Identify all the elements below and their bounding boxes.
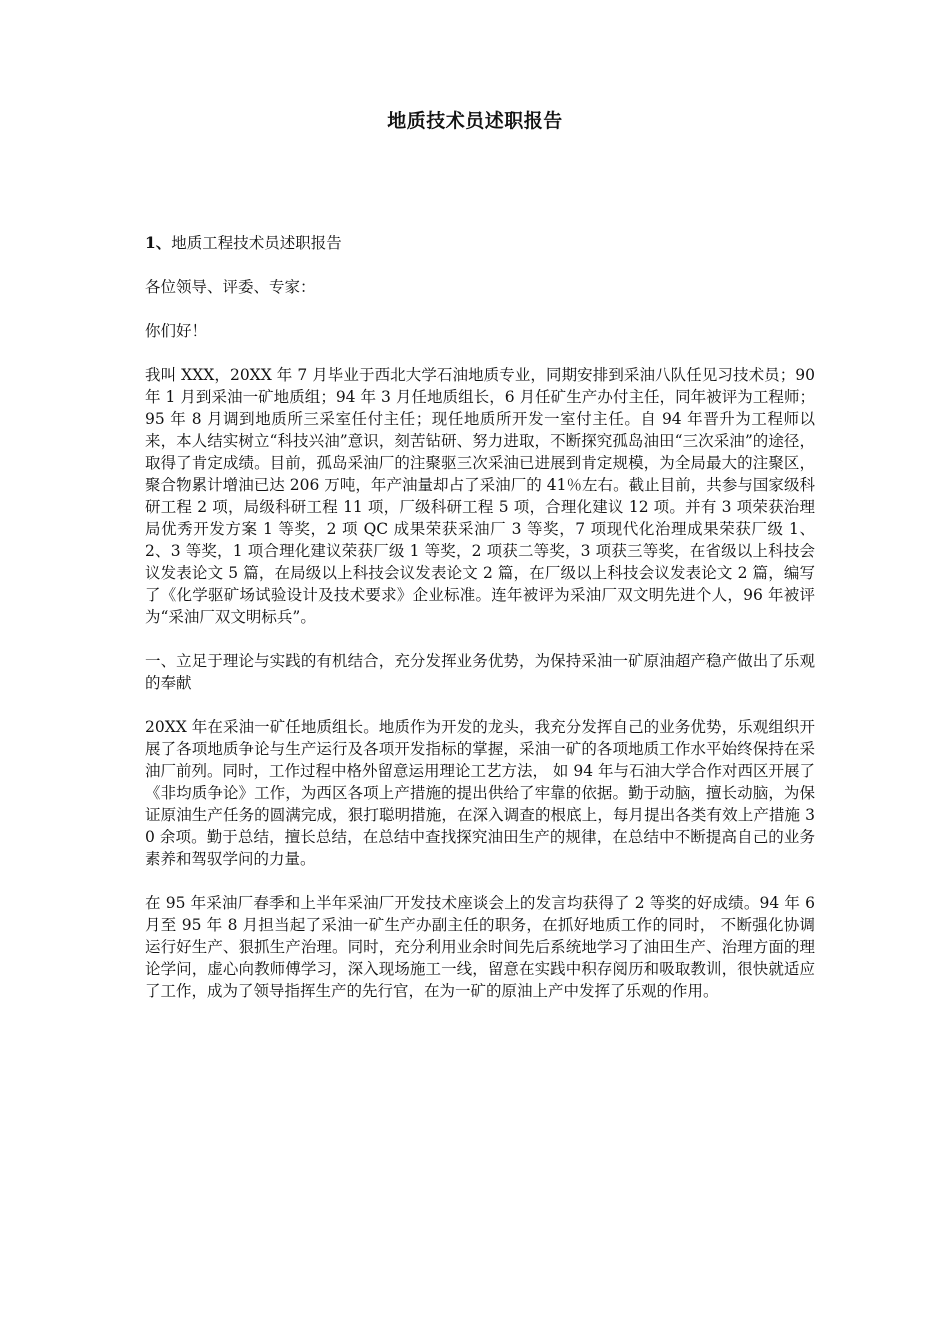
section-number: 1、 <box>145 233 172 252</box>
paragraph-work-2000s: 20XX 年在采油一矿任地质组长。地质作为开发的龙头，我充分发挥自己的业务优势，乐观组织开展了各项地质争论与生产运行及各项开发指标的掌握，采油一矿的各项地质工作水平始终保持在采油厂前列。同时，工作过程中格外留意运用理论工艺方法， 如 94 年与石油大学合作对西区开展了《非均质争论》工作，为西区各项上产措施的提出供给了牢靠的依据。勤于动脑，擅长动脑，为保证原油生产任务的圆满完成，狠打聪明措施，在深入调查的根底上，每月提出各类有效上产措施 30 余项。勤于总结，擅长总结，在总结中查找探究油田生产的规律，在总结中不断提高自己的业务素养和驾驭学问的力量。 <box>145 718 816 868</box>
paragraph-work-95: 在 95 年采油厂春季和上半年采油厂开发技术座谈会上的发言均获得了 2 等奖的好成绩。94 年 6 月至 95 年 8 月担当起了采油一矿生产办副主任的职务，在抓好地质工作的同时， 不断强化协调运行好生产、狠抓生产治理。同时，充分利用业余时间先后系统地学习了油田生产、治理方面的理论学问，虚心向教师傅学习，深入现场施工一线，留意在实践中积存阅历和吸取教训，很快就适应了工作，成为了领导指挥生产的先行官，在为一矿的原油上产中发挥了乐观的作用。 <box>145 894 815 1000</box>
paragraph-subheading: 一、立足于理论与实践的有机结合，充分发挥业务优势，为保持采油一矿原油超产稳产做出了乐观的奉献 <box>145 652 815 692</box>
salutation: 各位领导、评委、专家： <box>145 278 316 296</box>
greeting: 你们好！ <box>145 322 208 340</box>
section-heading <box>145 232 815 254</box>
paragraph-intro: 我叫 XXX，20XX 年 7 月毕业于西北大学石油地质专业，同期安排到采油八队任见习技术员；90 年 1 月到采油一矿地质组；94 年 3 月任地质组长，6 月任矿生产办付主任，同年被评为工程师；95 年 8 月调到地质所三采室任付主任；现任地质所开发一室付主任。自 94 年晋升为工程师以来，本人结实树立“科技兴油”意识，刻苦钻研、努力进取，不断探究孤岛油田“三次采油”的途径，取得了肯定成绩。目前，孤岛采油厂的注聚驱三次采油已进展到肯定规模，为全局最大的注聚区，聚合物累计增油已达 206 万吨，年产油量却占了采油厂的 41％左右。截止目前，共参与国家级科研工程 2 项，局级科研工程 11 项，厂级科研工程 5 项，合理化建议 12 项。并有 3 项荣获治理局优秀开发方案 1 等奖，2 项 QC 成果荣获采油厂 3 等奖，7 项现代化治理成果荣获厂级 1、2、3 等奖，1 项合理化建议荣获厂级 1 等奖，2 项获二等奖，3 项获三等奖，在省级以上科技会议发表论文 5 篇，在局级以上科技会议发表论文 2 篇，在厂级以上科技会议发表论文 2 篇，编写了《化学驱矿场试验设计及技术要求》企业标准。连年被评为采油厂双文明先进个人，96 年被评为“采油厂双文明标兵”。 <box>145 366 815 626</box>
section-heading-text: 地质工程技术员述职报告 <box>171 234 342 252</box>
document-title: 地质技术员述职报告 <box>387 110 563 132</box>
document-body <box>145 232 815 1024</box>
